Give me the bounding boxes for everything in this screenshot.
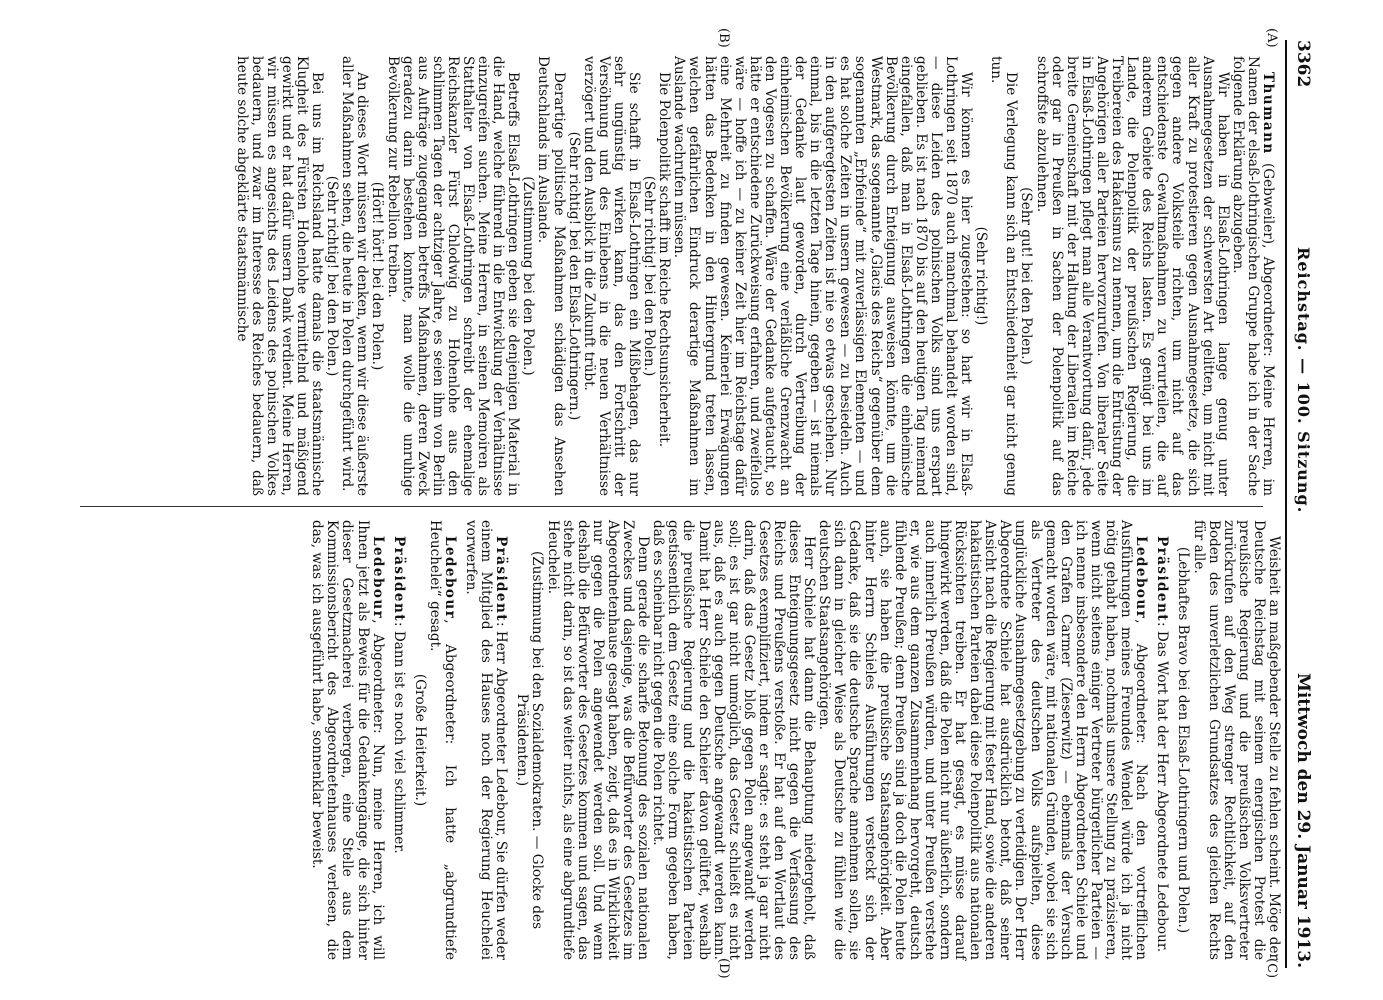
session-title: Reichstag. — 100. Sitzung. — [1294, 247, 1313, 514]
speaker-paragraph — [427, 520, 457, 960]
speech-text: : Herr Abgeordneter Ledebour, Sie dürfen weder einem Mitglied des Hauses noch der Regierung Heuchelei vorwerfen. — [463, 520, 510, 960]
body-paragraph: Bei uns im Reichsland hatte damals die staatsmännische Klugheit des Fürsten Hohenlohe vermittelnd und mäßigend gewirkt und er hat dafür unsern Dank verdient. Meine Herren, wir müssen es angesichts des Leidens des polnischen Volkes bedauern, und zwar im Interesse des Reiches bedauern, daß heute solche abgeklärte staatsmännische — [233, 56, 326, 496]
body-paragraph: Betreffs Elsaß-Lothringen geben sie denjenigen Material in die Hand, welche führend in die Entwicklung der Verhältnisse einzugreifen suchen. Meine Herren, in seinen Memoiren als Statthalter von Elsaß-Lothringen schreibt der ehemalige Reichskanzler Fürst Chlodwig zu Hohenlohe aus den schlimmen Tagen der achtziger Jahre, es seien ihm von Berlin aus Aufträge zugegangen betreffs Maßnahmen, deren Zweck geradezu darin bestehen konnte, man wolle die unruhige Bevölkerung zur Rebellion treiben. — [384, 56, 522, 496]
interjection: (Lebhaftes Bravo bei den Elsaß-Lothringern und Polen.) — [1175, 546, 1192, 934]
page-number: 3362 — [1293, 40, 1313, 88]
speaker-name: Präsident — [390, 536, 407, 622]
speaker-paragraph — [463, 520, 508, 960]
body-paragraph: An dieses Wort müssen wir denken, wenn wir diese äußerste aller Maßnahmen sehen, die heute in Polen durchgeführt wird. — [339, 56, 371, 496]
body-paragraph: Weisheit an maßgebender Stelle zu fehlen scheint. Möge der Deutsche Reichstag mit seinem energischen Protest die preußische Regierung und die preußischen Volksvertreter zurückrufen auf den Weg strenger Rechtlichkeit, auf den Boden des unverletzlichen Grundsatzes des gleichen Rechts für alle. — [1190, 520, 1282, 960]
body-paragraph: Derartige politische Maßnahmen schädigen das Ansehen Deutschlands im Auslande. — [535, 56, 567, 496]
body-paragraph: Sie schafft in Elsaß-Lothringen ein Mißbehagen, das nur sehr ungünstig wirken kann, das den Fortschritt der Versöhnung und des Einlebens in die neuen Verhältnisse verzögert und den Ausblick in die Zukunft trübt. — [580, 56, 643, 496]
speaker-paragraph — [1230, 56, 1275, 496]
right-column — [309, 520, 1281, 960]
speaker-paragraph — [1154, 520, 1169, 960]
header-rule — [1285, 40, 1287, 968]
speaker-paragraph — [816, 520, 1148, 960]
speech-text: (Gebweiler), Abgeordneter: Meine Herren, im Namen der elsaß-lothringischen Gruppe habe ich in der Sache folgende Erklärung abzugeben. — [1229, 56, 1276, 496]
speech-text: : Das Wort hat der Herr Abgeordnete Ledebour. — [1154, 621, 1171, 953]
speaker-name: Präsident — [493, 536, 510, 622]
interjection: (Sehr richtig! bei den Polen.) — [641, 175, 658, 377]
column-divider — [80, 506, 1263, 507]
interjection: (Sehr richtig! bei den Elsaß-Lothringern.) — [565, 131, 582, 421]
speech-text: , Abgeordneter: Nach den vortrefflichen Ausführungen meines Freundes Wendel würde ich ja nicht nötig gehabt haben, nochmals unsere Stellung zu präzisieren, wenn nicht seitens einiger Vertreter bürgerlicher Parteien — ich nenne insbesondere den Herrn Abgeordneten Schiele und den Grafen Carmer (Zieserwitz) — ebenmals der Versuch gemacht worden wäre, mit nationalen Gründen, wobei sie sich als Vertreter des deutschen Volks aufspielten, diese unglückliche Ausnahmegesetzgebung zu verteidigen. Der Herr Abgeordnete Schiele hat ausdrücklich betont, daß seiner Ansicht nach die Regierung mit fester Hand, sowie die anderen hakatistischen Parteien dabei diese Polenpolitik aus nationalen Rücksichten treiben. Er hat gesagt, es müsse darauf hingewirkt werden, daß die Polen nicht nur äußerlich, sondern auch innerlich Preußen würden, und unter Preußen verstehe er, wie aus dem ganzen Zusammenhang hervorgeht, deutsch fühlende Preußen; denn Preußen sind ja doch die Polen heute auch, sie haben die preußische Staatsangehörigkeit. Aber hinter Herrn Schieles Ausführungen versteckt sich der Gedanke, daß sie die deutsche Sprache annehmen sollen, sie sich dann in gleicher Weise als Deutsche zu fühlen wie die deutschen Staatsangehörigen. — [816, 520, 1150, 960]
session-date: Mittwoch den 29. Januar 1913. — [1293, 673, 1313, 968]
speaker-name: Ledebour — [1133, 536, 1150, 620]
margin-marker-b: (B) — [716, 28, 731, 48]
speaker-paragraph — [309, 520, 384, 960]
interjection: (Zustimmung bei den Polen.) — [520, 176, 537, 376]
interjection: (Sehr richtig! bei den Polen.) — [324, 175, 341, 377]
page-header — [1291, 40, 1313, 968]
left-column — [234, 56, 1281, 496]
speaker-name: Ledebour — [369, 536, 386, 620]
body-paragraph: Wir können es hier zugestehen: so hart wir in Elsaß-Lothringen seit 1870 auch manchmal behandelt worden sind, — diese Leiden des polnischen Volks sind uns erspart geblieben. Es ist nach 1870 bis auf den heutigen Tag niemand eingefallen, daß man in Elsaß-Lothringen die einheimische Bevölkerung durch Enteignung ausweisen könnte, um die Westmark, das sogenannte „Glacis des Reichs“ gegenüber dem sogenannten „Erbfeinde“ mit zuverlässigen Elementen — und es hat solche Zeiten in unsern gewesen — zu besiedeln. Auch in den aufgeregtesten Zeiten ist nie so etwas geschehen. Nur einmal, bis in die letzten Tage hinein, gegeben — ist niemals der Gedanke laut geworden, durch Vertreibung der einheimischen Bevölkerung eine verläßliche Grenzwacht an den Vogesen zu schaffen. Wäre der Gedanke aufgetaucht, so hätte er entschiedene Zurückweisung erfahren, und zweifellos wäre — hoffe ich — zu keiner Zeit hier im Reichstage dafür eine Mehrheit zu finden gewesen. Keinerlei Erwägungen hätten das Bedenken in den Hintergrund treten lassen, welchen gefährlichen Eindruck derartige Maßnahmen im Auslande wachrufen müssen. — [671, 56, 975, 496]
body-paragraph: Wir haben in Elsaß-Lothringen lange genug unter Ausnahmegesetzen der schwersten Art gelitten, um nicht mit aller Kraft zu protestieren gegen Ausnahmegesetze, die sich gegen andere Volksteile richten, um nicht auf das entschiedenste Gewaltmaßnahmen zu verurteilen, die auf anderem Gebiete des Reichs lasten. Es genügt bei uns im Lande, die Polenpolitik der preußischen Regierung, die Treibereien des Hakatismus zu nennen, um die Entrüstung der Angehörigen aller Parteien hervorzurufen. Von liberaler Seite in Elsaß-Lothringen pflegt man alle Verantwortung dafür, jede breite Gemeinschaft mit der Haltung der Liberalen im Reiche oder gar in Preußen in Sachen der Polenpolitik auf das schroffste abzulehnen. — [1033, 56, 1231, 496]
speaker-name: Ledebour — [442, 536, 459, 620]
margin-marker-a: (A) — [1264, 28, 1279, 48]
speech-text: , Abgeordneter: Ich hatte „abgrundtiefe Heuchelei“ gesagt. — [426, 520, 459, 960]
margin-marker-c: (C) — [1264, 958, 1279, 979]
body-paragraph: Denn gerade die scharfe Betonung des sozialen nationalen Zweckes und dasjenige, was die Befürworter des Gesetzes im Abgeordnetenhause gesagt haben, zeigt, daß es in Wirklichkeit nur gegen die Polen angewendet werden soll. Und wenn deshalb die Befürworter des Gesetzes kommen und sagen, das stehe nicht darin, so ist das weiter nichts, als eine abgrundtiefe Heuchelei. — [544, 520, 652, 960]
speaker-paragraph — [391, 520, 406, 960]
interjection: (Hört! hört! bei den Polen.) — [369, 181, 386, 371]
speech-text: , Abgeordneter: Nun, meine Herren, ich will Ihnen jetzt als Beweis für die Gedankengänge, die sich hinter dieser Gesetzmacherei verbergen, eine Stelle aus dem Kommissionsbericht des Abgeordnetenhauses verlesen, die das, was ich ausgeführt habe, sonnenklar beweist. — [309, 520, 386, 960]
speech-text: : Dann ist es noch viel schlimmer. — [390, 621, 407, 854]
body-paragraph: Die Verlegung kann sich an Entschiedenheit gar nicht genug tun. — [988, 56, 1020, 496]
speaker-name: Thumann — [1260, 72, 1276, 155]
speaker-name: Präsident — [1154, 536, 1171, 622]
interjection: (Sehr gut! bei den Polen.) — [1018, 187, 1035, 365]
body-paragraph: Die Polenpolitik schafft im Reiche Rechtsunsicherheit. — [656, 72, 673, 448]
interjection: (Zustimmung bei den Sozialdemokraten. — Glocke des Präsidenten.) — [514, 550, 546, 930]
interjection: (Sehr richtig!) — [973, 226, 990, 326]
body-paragraph: Herr Schiele hat dann die Behauptung niedergeholt, daß dieses Enteignungsgesetz nicht gegen die Verfassung des Reichs und Preußens verstoße. Er hat auf den Wortlaut des Gesetzes exemplifiziert, indem er sagte: es steht ja gar nicht darin, daß das Gesetz bloß gegen Polen angewandt werden soll; es ist gar nicht unmöglich, das Gesetz schließt es nicht aus, daß es auch gegen Deutsche angewandt werden kann. Damit hat Herr Schiele den Schleier davon gelüftet, weshalb die preußische Regierung und die hakatistischen Parteien gestissentlich dem Gesetz eine solche Form gegeben haben, daß es scheinbar nicht gegen die Polen richtet. — [650, 520, 818, 960]
interjection: (Große Heiterkeit.) — [411, 673, 428, 807]
margin-marker-d: (D) — [716, 958, 731, 979]
